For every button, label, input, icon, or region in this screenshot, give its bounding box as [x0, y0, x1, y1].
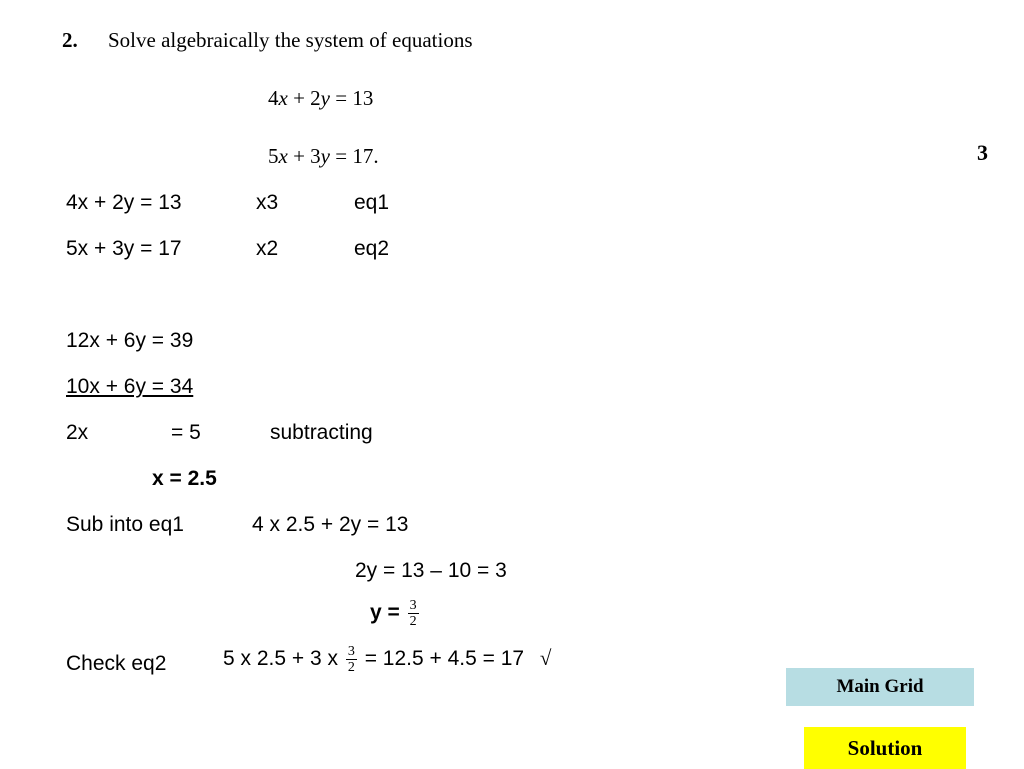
var-x: x [278, 86, 288, 110]
y-frac-numerator: 3 [409, 598, 417, 613]
work-line-2-tag: eq2 [354, 237, 390, 260]
marks-value: 3 [977, 140, 988, 165]
eq2-coef-y: 3 [310, 144, 321, 168]
given-equation-1: 4x + 2y = 13 [268, 86, 374, 110]
substitution-equation: 4 x 2.5 + 2y = 13 [252, 513, 409, 536]
two-y-line: 2y = 13 – 10 = 3 [355, 559, 507, 582]
y-fraction [408, 598, 419, 629]
check-frac-denominator: 2 [347, 660, 355, 675]
eq1-const: 13 [352, 86, 374, 110]
var-y: y [320, 144, 330, 168]
work-line-1-eq: 4x + 2y = 13 [66, 191, 182, 214]
work-line-3: 12x + 6y = 39 [66, 329, 194, 352]
eq2-coef-x: 5 [268, 144, 279, 168]
check-label: Check eq2 [66, 652, 167, 675]
work-line-1-mult: x3 [256, 191, 279, 214]
y-label: y = [370, 601, 400, 625]
solution-button[interactable] [804, 727, 966, 769]
x-result: x = 2.5 [152, 467, 217, 490]
check-post: = 12.5 + 4.5 = 17 [364, 647, 525, 671]
y-result [370, 598, 421, 629]
question-text: Solve algebraically the system of equations [108, 28, 473, 52]
eq2-const: 17 [352, 144, 374, 168]
question-number: 2. [62, 28, 78, 52]
check-fraction [346, 644, 357, 675]
eq2-end: . [373, 144, 379, 168]
check-equation [223, 644, 551, 675]
given-equation-2: 5x + 3y = 17. [268, 144, 379, 168]
work-line-1-tag: eq1 [354, 191, 390, 214]
main-grid-label: Main Grid [836, 676, 924, 697]
work-line-2-mult: x2 [256, 237, 279, 260]
eq1-coef-y: 2 [310, 86, 321, 110]
work-line-5-note: subtracting [270, 421, 373, 444]
check-pre: 5 x 2.5 + 3 x [223, 647, 338, 671]
work-line-4: 10x + 6y = 34 [66, 375, 194, 398]
var-x: x [278, 144, 288, 168]
var-y: y [320, 86, 330, 110]
main-grid-button[interactable] [786, 668, 974, 706]
work-line-5-rhs: = 5 [171, 421, 201, 444]
work-line-2-eq: 5x + 3y = 17 [66, 237, 182, 260]
y-frac-denominator: 2 [409, 614, 417, 629]
substitution-label: Sub into eq1 [66, 513, 184, 536]
solution-label: Solution [847, 735, 923, 760]
check-tick-icon: √ [539, 646, 552, 671]
eq1-coef-x: 4 [268, 86, 279, 110]
check-frac-numerator: 3 [347, 644, 355, 659]
work-line-5-lhs: 2x [66, 421, 89, 444]
